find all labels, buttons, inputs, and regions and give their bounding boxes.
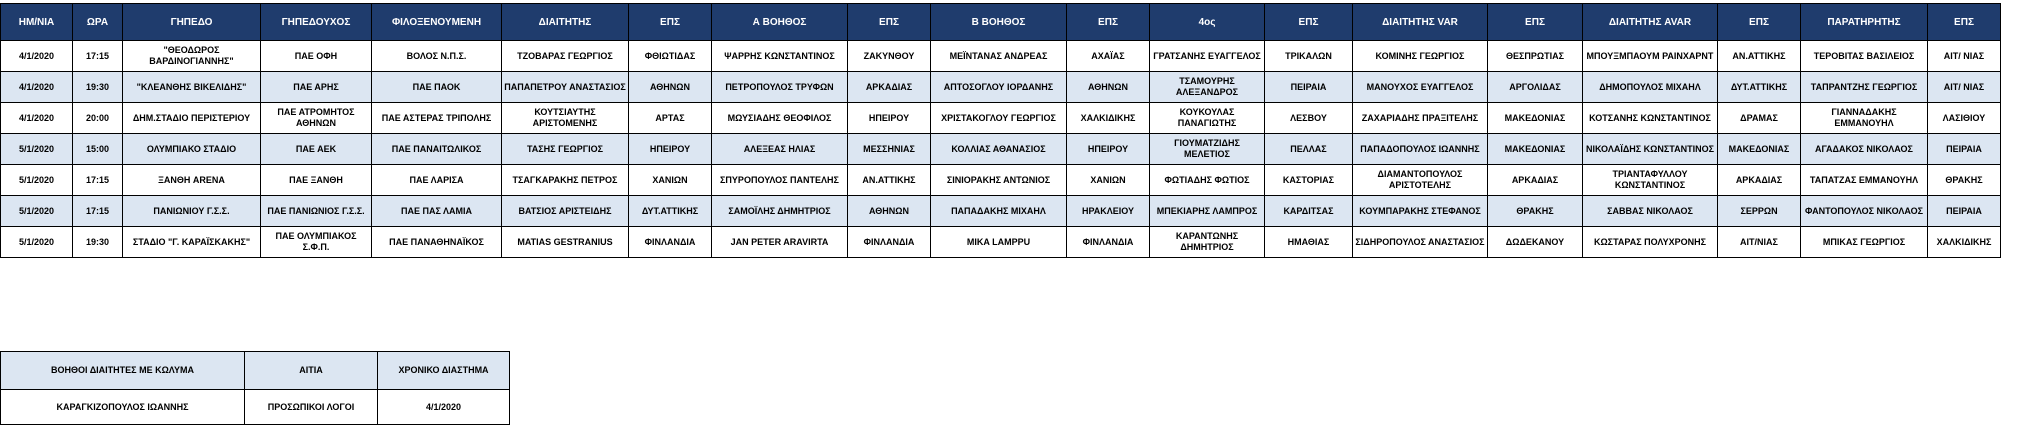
table-cell: ΠΑΕ ΑΡΗΣ [261, 72, 372, 103]
table-row [1, 165, 2001, 196]
absence-cell: ΠΡΟΣΩΠΙΚΟΙ ΛΟΓΟΙ [245, 390, 378, 425]
table-cell: ΠΑΠΑΔΑΚΗΣ ΜΙΧΑΗΛ [931, 196, 1067, 227]
table-cell: ΣΙΝΙΟΡΑΚΗΣ ΑΝΤΩΝΙΟΣ [931, 165, 1067, 196]
table-cell: ΗΠΕΙΡΟΥ [848, 103, 931, 134]
table-cell: 5/1/2020 [1, 227, 73, 258]
table-cell: ΚΟΥΚΟΥΛΑΣ ΠΑΝΑΓΙΩΤΗΣ [1150, 103, 1265, 134]
table-cell: ΤΖΟΒΑΡΑΣ ΓΕΩΡΓΙΟΣ [502, 41, 629, 72]
table-cell: "ΚΛΕΑΝΘΗΣ ΒΙΚΕΛΙΔΗΣ" [123, 72, 261, 103]
table-cell: ΤΣΑΜΟΥΡΗΣ ΑΛΕΞΑΝΔΡΟΣ [1150, 72, 1265, 103]
table-body [1, 41, 2001, 258]
table-cell: ΚΟΤΣΑΝΗΣ ΚΩΝΣΤΑΝΤΙΝΟΣ [1583, 103, 1718, 134]
table-cell: ΚΟΜΙΝΗΣ ΓΕΩΡΓΙΟΣ [1353, 41, 1488, 72]
table-cell: ΜΠΙΚΑΣ ΓΕΩΡΓΙΟΣ [1801, 227, 1928, 258]
table-cell: 20:00 [73, 103, 123, 134]
absence-cell: 4/1/2020 [378, 390, 510, 425]
table-cell: ΠΑΕ ΑΣΤΕΡΑΣ ΤΡΙΠΟΛΗΣ [372, 103, 502, 134]
table-cell: ΑΛΕΞΕΑΣ ΗΛΙΑΣ [712, 134, 848, 165]
table-cell: ΑΝ.ΑΤΤΙΚΗΣ [848, 165, 931, 196]
header-var-referee: ΔΙΑΙΤΗΤΗΣ VAR [1353, 4, 1488, 41]
table-cell: ΚΟΥΜΠΑΡΑΚΗΣ ΣΤΕΦΑΝΟΣ [1353, 196, 1488, 227]
table-cell: 5/1/2020 [1, 165, 73, 196]
table-cell: ΜΩΥΣΙΑΔΗΣ ΘΕΟΦΙΛΟΣ [712, 103, 848, 134]
header-assistant-b: Β ΒΟΗΘΟΣ [931, 4, 1067, 41]
header-var-eps: ΕΠΣ [1488, 4, 1583, 41]
table-cell: ΑΙΤ/ ΝΙΑΣ [1928, 41, 2001, 72]
table-cell: ΤΑΣΗΣ ΓΕΩΡΓΙΟΣ [502, 134, 629, 165]
table-cell: ΦΘΙΩΤΙΔΑΣ [629, 41, 712, 72]
table-cell: ΔΥΤ.ΑΤΤΙΚΗΣ [629, 196, 712, 227]
table-row [1, 227, 2001, 258]
header-away-team: ΦΙΛΟΞΕΝΟΥΜΕΝΗ [372, 4, 502, 41]
table-cell: ΠΑΕ ΞΑΝΘΗ [261, 165, 372, 196]
table-cell: ΤΣΑΓΚΑΡΑΚΗΣ ΠΕΤΡΟΣ [502, 165, 629, 196]
table-cell: ΓΙΑΝΝΑΔΑΚΗΣ ΕΜΜΑΝΟΥΗΛ [1801, 103, 1928, 134]
table-cell: ΑΡΚΑΔΙΑΣ [848, 72, 931, 103]
header-stadium: ΓΗΠΕΔΟ [123, 4, 261, 41]
header-avar-referee: ΔΙΑΙΤΗΤΗΣ AVAR [1583, 4, 1718, 41]
header-referee: ΔΙΑΙΤΗΤΗΣ [502, 4, 629, 41]
table-cell: ΘΕΣΠΡΩΤΙΑΣ [1488, 41, 1583, 72]
table-cell: ΦΙΝΛΑΝΔΙΑ [629, 227, 712, 258]
table-cell: ΠΑΕ ΠΑΝΑΘΗΝΑΪΚΟΣ [372, 227, 502, 258]
table-cell: ΦΩΤΙΑΔΗΣ ΦΩΤΙΟΣ [1150, 165, 1265, 196]
table-cell: ΑΓΑΔΑΚΟΣ ΝΙΚΟΛΑΟΣ [1801, 134, 1928, 165]
table-cell: ΚΟΛΛΙΑΣ ΑΘΑΝΑΣΙΟΣ [931, 134, 1067, 165]
table-cell: ΖΑΧΑΡΙΑΔΗΣ ΠΡΑΞΙΤΕΛΗΣ [1353, 103, 1488, 134]
absence-header-period: ΧΡΟΝΙΚΟ ΔΙΑΣΤΗΜΑ [378, 352, 510, 390]
table-cell: ΔΙΑΜΑΝΤΟΠΟΥΛΟΣ ΑΡΙΣΤΟΤΕΛΗΣ [1353, 165, 1488, 196]
table-cell: ΠΑΕ ΠΑΝΙΩΝΙΟΣ Γ.Σ.Σ. [261, 196, 372, 227]
absence-header-reason: ΑΙΤΙΑ [245, 352, 378, 390]
table-cell: ΠΕΙΡΑΙΑ [1928, 134, 2001, 165]
header-referee-eps: ΕΠΣ [629, 4, 712, 41]
table-cell: ΠΑΕ ΠΑΝΑΙΤΩΛΙΚΟΣ [372, 134, 502, 165]
table-cell: ΚΟΥΤΣΙΑΥΤΗΣ ΑΡΙΣΤΟΜΕΝΗΣ [502, 103, 629, 134]
table-cell: ΧΑΛΚΙΔΙΚΗΣ [1067, 103, 1150, 134]
table-cell: JAN PETER ARAVIRTA [712, 227, 848, 258]
table-cell: ΑΧΑΪΑΣ [1067, 41, 1150, 72]
table-cell: ΓΙΟΥΜΑΤΖΙΔΗΣ ΜΕΛΕΤΙΟΣ [1150, 134, 1265, 165]
table-cell: ΝΙΚΟΛΑΪΔΗΣ ΚΩΝΣΤΑΝΤΙΝΟΣ [1583, 134, 1718, 165]
table-cell: ΔΗΜΟΠΟΥΛΟΣ ΜΙΧΑΗΛ [1583, 72, 1718, 103]
header-time: ΩΡΑ [73, 4, 123, 41]
table-cell: 5/1/2020 [1, 134, 73, 165]
table-cell: ΤΡΙΑΝΤΑΦΥΛΛΟΥ ΚΩΝΣΤΑΝΤΙΝΟΣ [1583, 165, 1718, 196]
table-cell: ΑΘΗΝΩΝ [848, 196, 931, 227]
table-cell: ΤΑΠΑΤΖΑΣ ΕΜΜΑΝΟΥΗΛ [1801, 165, 1928, 196]
table-cell: ΤΑΠΡΑΝΤΖΗΣ ΓΕΩΡΓΙΟΣ [1801, 72, 1928, 103]
table-cell: 15:00 [73, 134, 123, 165]
table-cell: ΜΕΣΣΗΝΙΑΣ [848, 134, 931, 165]
header-assistant-a-eps: ΕΠΣ [848, 4, 931, 41]
table-cell: ΣΙΔΗΡΟΠΟΥΛΟΣ ΑΝΑΣΤΑΣΙΟΣ [1353, 227, 1488, 258]
table-cell: 5/1/2020 [1, 196, 73, 227]
table-cell: ΠΑΠΑΠΕΤΡΟΥ ΑΝΑΣΤΑΣΙΟΣ [502, 72, 629, 103]
absence-header-row [1, 352, 510, 390]
table-cell: ΑΡΓΟΛΙΔΑΣ [1488, 72, 1583, 103]
table-cell: ΤΡΙΚΑΛΩΝ [1265, 41, 1353, 72]
table-cell: ΠΑΕ ΟΦΗ [261, 41, 372, 72]
table-cell: ΜΑΚΕΔΟΝΙΑΣ [1488, 103, 1583, 134]
table-cell: ΠΑΠΑΔΟΠΟΥΛΟΣ ΙΩΑΝΝΗΣ [1353, 134, 1488, 165]
table-cell: ΠΕΛΛΑΣ [1265, 134, 1353, 165]
table-cell: ΟΛΥΜΠΙΑΚΟ ΣΤΑΔΙΟ [123, 134, 261, 165]
table-cell: ΠΑΝΙΩΝΙΟΥ Γ.Σ.Σ. [123, 196, 261, 227]
table-cell: ΗΠΕΙΡΟΥ [629, 134, 712, 165]
table-cell: ΖΑΚΥΝΘΟΥ [848, 41, 931, 72]
table-cell: ΠΑΕ ΛΑΡΙΣΑ [372, 165, 502, 196]
table-cell: ΠΑΕ ΠΑΣ ΛΑΜΙΑ [372, 196, 502, 227]
table-cell: 4/1/2020 [1, 103, 73, 134]
table-cell: ΛΑΣΙΘΙΟΥ [1928, 103, 2001, 134]
table-cell: ΧΑΝΙΩΝ [1067, 165, 1150, 196]
table-cell: ΠΑΕ ΟΛΥΜΠΙΑΚΟΣ Σ.Φ.Π. [261, 227, 372, 258]
table-row [1, 196, 2001, 227]
table-cell: ΚΑΡΑΝΤΩΝΗΣ ΔΗΜΗΤΡΙΟΣ [1150, 227, 1265, 258]
referee-assignments-table [0, 3, 2001, 258]
table-cell: MATIAS GESTRANIUS [502, 227, 629, 258]
table-row [1, 134, 2001, 165]
table-cell: ΠΑΕ ΑΕΚ [261, 134, 372, 165]
table-cell: ΠΕΤΡΟΠΟΥΛΟΣ ΤΡΥΦΩΝ [712, 72, 848, 103]
table-cell: ΣΠΥΡΟΠΟΥΛΟΣ ΠΑΝΤΕΛΗΣ [712, 165, 848, 196]
table-cell: ΦΙΝΛΑΝΔΙΑ [848, 227, 931, 258]
table-cell: ΦΙΝΛΑΝΔΙΑ [1067, 227, 1150, 258]
table-cell: ΑΡΤΑΣ [629, 103, 712, 134]
absence-cell: ΚΑΡΑΓΚΙΖΟΠΟΥΛΟΣ ΙΩΑΝΝΗΣ [1, 390, 245, 425]
table-cell: ΧΑΛΚΙΔΙΚΗΣ [1928, 227, 2001, 258]
table-row [1, 72, 2001, 103]
table-cell: ΔΥΤ.ΑΤΤΙΚΗΣ [1718, 72, 1801, 103]
table-cell: MIKA LAMPPU [931, 227, 1067, 258]
table-cell: ΗΡΑΚΛΕΙΟΥ [1067, 196, 1150, 227]
table-cell: ΔΡΑΜΑΣ [1718, 103, 1801, 134]
table-cell: ΑΠΤΟΣΟΓΛΟΥ ΙΟΡΔΑΝΗΣ [931, 72, 1067, 103]
table-cell: ΜΕΪΝΤΑΝΑΣ ΑΝΔΡΕΑΣ [931, 41, 1067, 72]
table-cell: ΦΑΝΤΟΠΟΥΛΟΣ ΝΙΚΟΛΑΟΣ [1801, 196, 1928, 227]
table-cell: ΨΑΡΡΗΣ ΚΩΝΣΤΑΝΤΙΝΟΣ [712, 41, 848, 72]
table-cell: ΜΠΕΚΙΑΡΗΣ ΛΑΜΠΡΟΣ [1150, 196, 1265, 227]
table-cell: ΑΝ.ΑΤΤΙΚΗΣ [1718, 41, 1801, 72]
table-cell: ΤΕΡΟΒΙΤΑΣ ΒΑΣΙΛΕΙΟΣ [1801, 41, 1928, 72]
table-cell: ΓΡΑΤΣΑΝΗΣ ΕΥΑΓΓΕΛΟΣ [1150, 41, 1265, 72]
table-cell: ΚΑΡΔΙΤΣΑΣ [1265, 196, 1353, 227]
table-cell: ΜΑΚΕΔΟΝΙΑΣ [1488, 134, 1583, 165]
header-assistant-b-eps: ΕΠΣ [1067, 4, 1150, 41]
table-cell: ΔΗΜ.ΣΤΑΔΙΟ ΠΕΡΙΣΤΕΡΙΟΥ [123, 103, 261, 134]
table-cell: ΧΡΙΣΤΑΚΟΓΛΟΥ ΓΕΩΡΓΙΟΣ [931, 103, 1067, 134]
table-row [1, 41, 2001, 72]
table-cell: ΧΑΝΙΩΝ [629, 165, 712, 196]
table-cell: ΗΜΑΘΙΑΣ [1265, 227, 1353, 258]
table-header-row [1, 4, 2001, 41]
table-cell: ΑΙΤ/ΝΙΑΣ [1718, 227, 1801, 258]
table-cell: 17:15 [73, 196, 123, 227]
table-cell: ΣΕΡΡΩΝ [1718, 196, 1801, 227]
table-cell: 19:30 [73, 72, 123, 103]
table-cell: ΒΑΤΣΙΟΣ ΑΡΙΣΤΕΙΔΗΣ [502, 196, 629, 227]
table-cell: ΠΕΙΡΑΙΑ [1928, 196, 2001, 227]
table-cell: ΠΕΙΡΑΙΑ [1265, 72, 1353, 103]
absence-table-body [1, 390, 510, 425]
table-cell: "ΘΕΟΔΩΡΟΣ ΒΑΡΔΙΝΟΓΙΑΝΝΗΣ" [123, 41, 261, 72]
absence-row [1, 390, 510, 425]
header-observer-eps: ΕΠΣ [1928, 4, 2001, 41]
table-cell: ΞΑΝΘΗ ARENA [123, 165, 261, 196]
table-cell: ΜΑΚΕΔΟΝΙΑΣ [1718, 134, 1801, 165]
table-cell: ΘΡΑΚΗΣ [1928, 165, 2001, 196]
table-cell: ΑΡΚΑΔΙΑΣ [1718, 165, 1801, 196]
table-cell: ΘΡΑΚΗΣ [1488, 196, 1583, 227]
table-cell: ΠΑΕ ΑΤΡΟΜΗΤΟΣ ΑΘΗΝΩΝ [261, 103, 372, 134]
table-cell: ΣΑΜΟΪΛΗΣ ΔΗΜΗΤΡΙΟΣ [712, 196, 848, 227]
table-cell: ΠΑΕ ΠΑΟΚ [372, 72, 502, 103]
table-cell: ΣΤΑΔΙΟ "Γ. ΚΑΡΑΪΣΚΑΚΗΣ" [123, 227, 261, 258]
table-row [1, 103, 2001, 134]
table-cell: ΛΕΣΒΟΥ [1265, 103, 1353, 134]
table-cell: ΑΘΗΝΩΝ [1067, 72, 1150, 103]
table-cell: ΑΡΚΑΔΙΑΣ [1488, 165, 1583, 196]
header-home-team: ΓΗΠΕΔΟΥΧΟΣ [261, 4, 372, 41]
table-cell: 17:15 [73, 165, 123, 196]
table-cell: ΑΙΤ/ ΝΙΑΣ [1928, 72, 2001, 103]
table-cell: ΣΑΒΒΑΣ ΝΙΚΟΛΑΟΣ [1583, 196, 1718, 227]
absence-header-name: ΒΟΗΘΟΙ ΔΙΑΙΤΗΤΕΣ ΜΕ ΚΩΛΥΜΑ [1, 352, 245, 390]
table-cell: ΔΩΔΕΚΑΝΟΥ [1488, 227, 1583, 258]
table-cell: ΚΩΣΤΑΡΑΣ ΠΟΛΥΧΡΟΝΗΣ [1583, 227, 1718, 258]
table-cell: 19:30 [73, 227, 123, 258]
table-cell: ΗΠΕΙΡΟΥ [1067, 134, 1150, 165]
table-cell: 17:15 [73, 41, 123, 72]
table-cell: 4/1/2020 [1, 41, 73, 72]
header-date: ΗΜ/ΝΙΑ [1, 4, 73, 41]
table-cell: 4/1/2020 [1, 72, 73, 103]
header-assistant-a: Α ΒΟΗΘΟΣ [712, 4, 848, 41]
header-fourth-official: 4ος [1150, 4, 1265, 41]
table-cell: ΚΑΣΤΟΡΙΑΣ [1265, 165, 1353, 196]
header-avar-eps: ΕΠΣ [1718, 4, 1801, 41]
table-cell: ΜΠΟΥΞΜΠΑΟΥΜ ΡΑΙΝΧΑΡΝΤ [1583, 41, 1718, 72]
table-cell: ΑΘΗΝΩΝ [629, 72, 712, 103]
table-cell: ΒΟΛΟΣ Ν.Π.Σ. [372, 41, 502, 72]
table-cell: ΜΑΝΟΥΧΟΣ ΕΥΑΓΓΕΛΟΣ [1353, 72, 1488, 103]
header-observer: ΠΑΡΑΤΗΡΗΤΗΣ [1801, 4, 1928, 41]
unavailable-assistants-table [0, 351, 510, 425]
header-fourth-eps: ΕΠΣ [1265, 4, 1353, 41]
